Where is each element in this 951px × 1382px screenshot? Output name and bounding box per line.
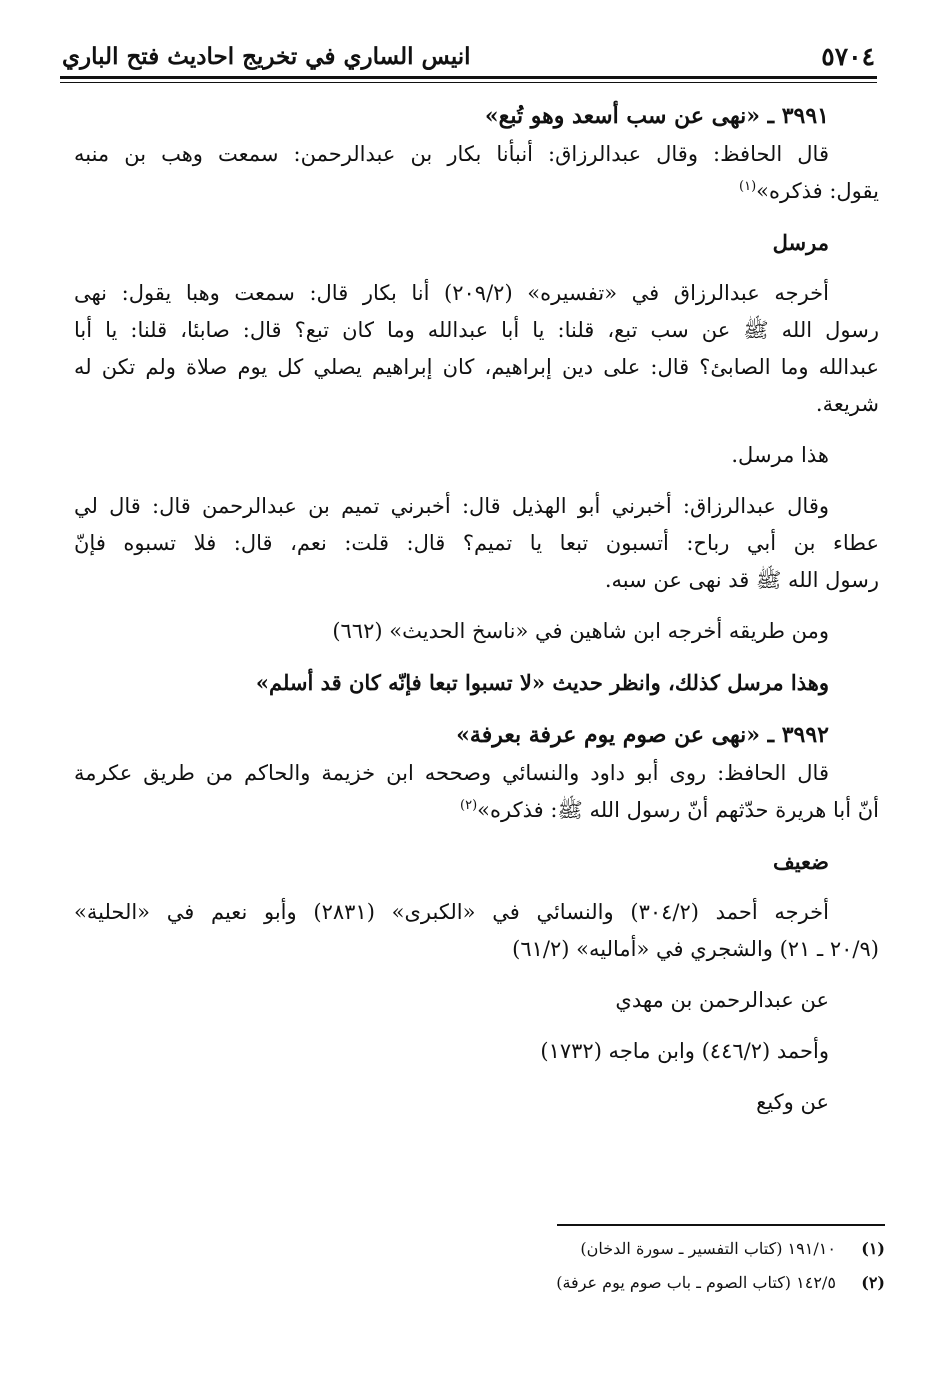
paragraph-line: عطاء بن أبي رباح: أتسبون تبعا يا تميم؟ قال: قلت: نعم، قال: فلا تسبوه فإنّ bbox=[74, 531, 879, 555]
paragraph-line: شريعة. bbox=[815, 392, 879, 416]
footnote-1 bbox=[300, 1232, 885, 1266]
grading-label: مرسل bbox=[772, 230, 829, 255]
paragraph-line: (٢٠/٩ ـ ٢١) والشجري في «أماليه» (٦١/٢) bbox=[512, 937, 879, 961]
book-title: انيس الساري في تخريج احاديث فتح الباري bbox=[62, 42, 471, 70]
paragraph-line: أخرجه عبدالرزاق في «تفسيره» (٢٠٩/٢) أنا بكار قال: سمعت وهبا يقول: نهى bbox=[74, 281, 829, 305]
hafiz-statement-cont: أنّ أبا هريرة حدّثهم أنّ رسول الله ﷺ: فذكره»$^{(٢)}$ bbox=[460, 798, 879, 822]
footnote-text: ١٩١/١٠ (كتاب التفسير ـ سورة الدخان) bbox=[580, 1239, 836, 1258]
footnote-number: (١) bbox=[861, 1239, 885, 1258]
page-number: ٥٧٠٤ bbox=[821, 41, 875, 71]
paragraph-line: عبدالله وما الصابئ؟ قال: على دين إبراهيم، كان إبراهيم يصلي كل يوم صلاة ولم تكن له bbox=[74, 355, 879, 379]
paragraph-line: رسول الله ﷺ عن سب تبع، قلنا: يا أبا عبدالله وما كان تبع؟ قال: صابئا، قلنا: يا أبا bbox=[74, 318, 879, 342]
hadith-heading-3991: ٣٩٩١ ـ «نهى عن سب أسعد وهو تُبع» bbox=[484, 103, 829, 129]
footnote-marker: (٢) bbox=[460, 798, 478, 813]
page-body bbox=[74, 96, 879, 1121]
paragraph-line: أخرجه أحمد (٣٠٤/٢) والنسائي في «الكبرى» (٢٨٣١) وأبو نعيم في «الحلية» bbox=[74, 900, 830, 924]
paragraph-line: ومن طريقه أخرجه ابن شاهين في «ناسخ الحديث» (٦٦٢) bbox=[332, 619, 829, 643]
paragraph-line: وأحمد (٤٤٦/٢) وابن ماجه (١٧٣٢) bbox=[540, 1039, 829, 1063]
footnote-marker: (١) bbox=[739, 179, 757, 194]
running-header bbox=[62, 36, 875, 76]
paragraph-line: وقال عبدالرزاق: أخبرني أبو الهذيل قال: أخبرني تميم بن عبدالرحمن قال: قال لي bbox=[74, 494, 829, 518]
footnote-rule bbox=[557, 1224, 885, 1226]
hafiz-statement: قال الحافظ: وقال عبدالرزاق: أنبأنا بكار بن عبدالرحمن: سمعت وهب بن منبه bbox=[74, 142, 829, 166]
footnote-number: (٢) bbox=[861, 1273, 885, 1292]
paragraph-line: رسول الله ﷺ قد نهى عن سبه. bbox=[604, 568, 879, 592]
footnote-text: ١٤٢/٥ (كتاب الصوم ـ باب صوم يوم عرفة) bbox=[556, 1273, 836, 1292]
footnotes bbox=[300, 1232, 885, 1300]
paragraph-line: عن عبدالرحمن بن مهدي bbox=[615, 988, 829, 1012]
hadith-heading-3992: ٣٩٩٢ ـ «نهى عن صوم يوم عرفة بعرفة» bbox=[456, 722, 829, 748]
hafiz-statement-cont: يقول: فذكره»$^{(١)}$ bbox=[739, 179, 879, 203]
paragraph-line: عن وكيع bbox=[756, 1090, 829, 1114]
header-rule bbox=[60, 76, 877, 83]
footnote-2 bbox=[300, 1266, 885, 1300]
paragraph-line: هذا مرسل. bbox=[731, 443, 829, 467]
hafiz-statement: قال الحافظ: روى أبو داود والنسائي وصححه ابن خزيمة والحاكم من طريق عكرمة bbox=[74, 761, 829, 785]
paragraph-line: وهذا مرسل كذلك، وانظر حديث «لا تسبوا تبعا فإنّه كان قد أسلم» bbox=[255, 670, 829, 695]
grading-label: ضعيف bbox=[772, 849, 829, 874]
